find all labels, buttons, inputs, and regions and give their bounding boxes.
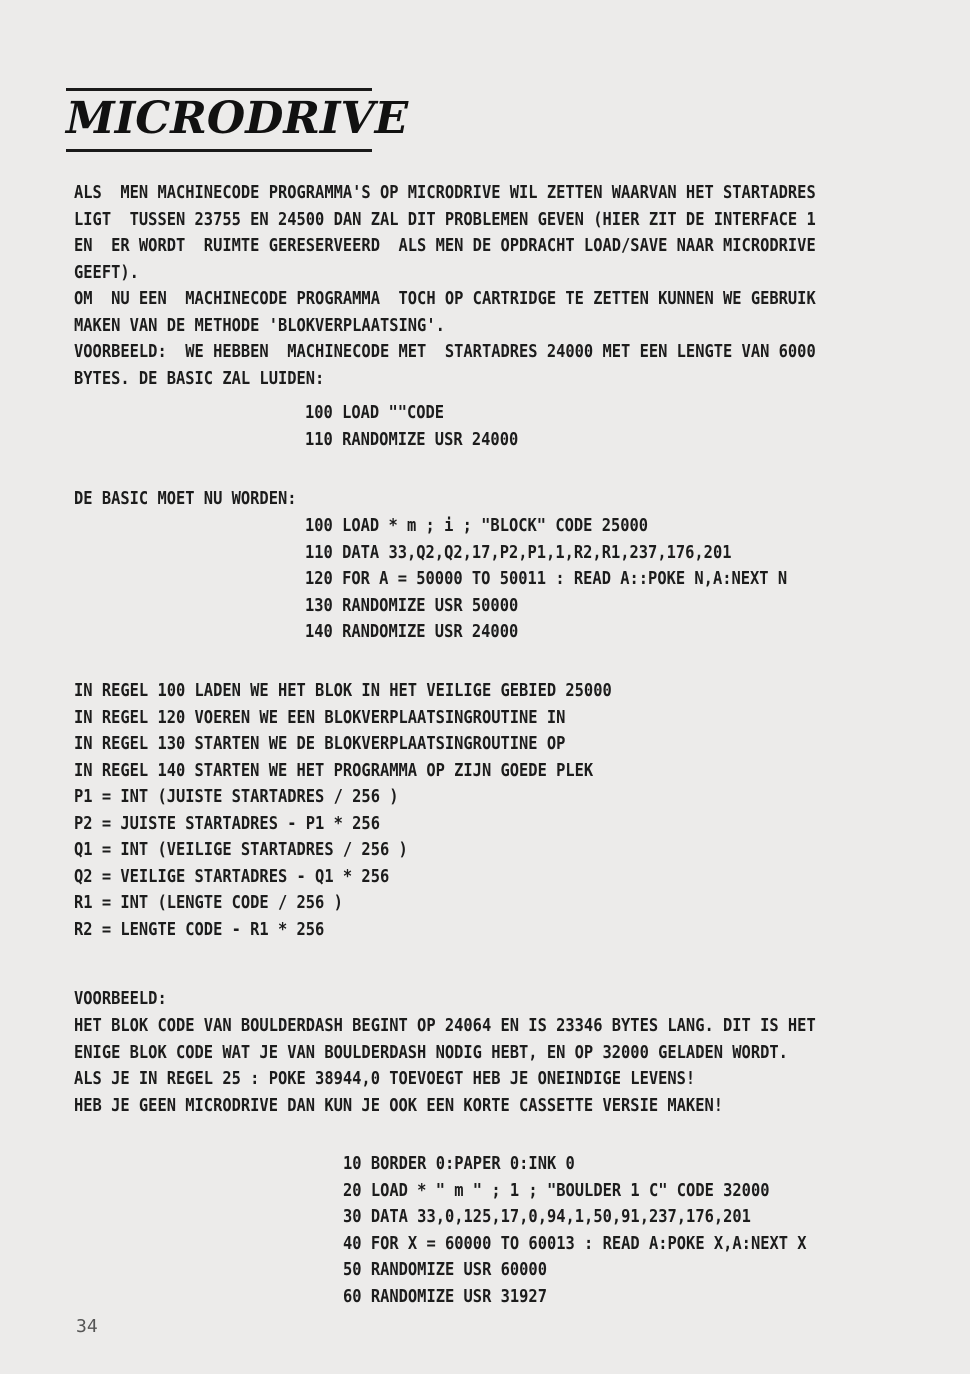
text-line: ALS JE IN REGEL 25 : POKE 38944,0 TOEVOEGT HEB JE ONEINDIGE LEVENS! [74,1069,696,1089]
text-line: IN REGEL 100 LADEN WE HET BLOK IN HET VEILIGE GEBIED 25000 [74,681,612,701]
code-line: 50 RANDOMIZE USR 60000 [343,1260,547,1280]
text-line: ALS MEN MACHINECODE PROGRAMMA'S OP MICRODRIVE WIL ZETTEN WAARVAN HET STARTADRES [74,183,816,203]
example-heading [74,986,179,1013]
code-line: 30 DATA 33,0,125,17,0,94,1,50,91,237,176,201 [343,1207,751,1227]
code-line: 40 FOR X = 60000 TO 60013 : READ A:POKE X,A:NEXT X [343,1233,807,1254]
formula-line: P1 = INT (JUISTE STARTADRES / 256 ) [74,787,399,807]
code-line: 20 LOAD * " m " ; 1 ; "BOULDER 1 C" CODE 32000 [343,1180,770,1201]
text-line: ENIGE BLOK CODE WAT JE VAN BOULDERDASH NODIG HEBT, EN OP 32000 GELADEN WORDT. [74,1042,788,1063]
section-header [66,88,409,152]
code-listing-relocated [305,513,853,646]
text-line: GEEFT). [74,262,139,283]
code-line: 100 LOAD * m ; i ; "BLOCK" CODE 25000 [305,516,649,536]
code-line: 110 RANDOMIZE USR 24000 [305,429,519,450]
text-line: VOORBEELD: [74,989,167,1009]
example-paragraph [74,1013,917,1119]
code-line: 10 BORDER 0:PAPER 0:INK 0 [343,1154,575,1174]
code-line: 100 LOAD ""CODE [305,403,445,423]
code-listing-original [305,400,547,453]
formula-line: Q1 = INT (VEILIGE STARTADRES / 256 ) [74,840,408,860]
page-title: MICRODRIVE [66,93,409,144]
basic-heading [74,486,327,513]
text-line: VOORBEELD: WE HEBBEN MACHINECODE MET STARTADRES 24000 MET EEN LENGTE VAN 6000 [74,342,816,362]
text-line: DE BASIC MOET NU WORDEN: [74,489,297,509]
formula-line: R2 = LENGTE CODE - R1 * 256 [74,919,325,940]
code-line: 60 RANDOMIZE USR 31927 [343,1286,547,1307]
text-line: IN REGEL 130 STARTEN WE DE BLOKVERPLAATSINGROUTINE OP [74,734,566,754]
code-line: 130 RANDOMIZE USR 50000 [305,595,519,616]
text-line: LIGT TUSSEN 23755 EN 24500 DAN ZAL DIT PROBLEMEN GEVEN (HIER ZIT DE INTERFACE 1 [74,209,816,230]
title-rule-top [66,88,372,91]
formula-line: P2 = JUISTE STARTADRES - P1 * 256 [74,813,380,834]
code-listing-boulderdash [343,1151,870,1310]
text-line: BYTES. DE BASIC ZAL LUIDEN: [74,368,325,389]
intro-paragraph [74,180,954,392]
code-line: 140 RANDOMIZE USR 24000 [305,622,519,642]
text-line: EN ER WORDT RUIMTE GERESERVEERD ALS MEN DE OPDRACHT LOAD/SAVE NAAR MICRODRIVE [74,236,816,256]
text-line: HEB JE GEEN MICRODRIVE DAN KUN JE OOK EEN KORTE CASSETTE VERSIE MAKEN! [74,1095,724,1116]
text-line: IN REGEL 120 VOEREN WE EEN BLOKVERPLAATSINGROUTINE IN [74,707,566,728]
text-line: HET BLOK CODE VAN BOULDERDASH BEGINT OP 24064 EN IS 23346 BYTES LANG. DIT IS HET [74,1016,816,1036]
explanation-block [74,678,685,943]
text-line: OM NU EEN MACHINECODE PROGRAMMA TOCH OP CARTRIDGE TE ZETTEN KUNNEN WE GEBRUIK [74,289,816,309]
code-line: 120 FOR A = 50000 TO 50011 : READ A::POKE N,A:NEXT N [305,569,788,589]
title-rule-bottom [66,149,372,152]
text-line: IN REGEL 140 STARTEN WE HET PROGRAMMA OP ZIJN GOEDE PLEK [74,760,594,781]
code-line: 110 DATA 33,Q2,Q2,17,P2,P1,1,R2,R1,237,176,201 [305,542,732,563]
text-line: MAKEN VAN DE METHODE 'BLOKVERPLAATSING'. [74,315,445,336]
formula-line: Q2 = VEILIGE STARTADRES - Q1 * 256 [74,866,390,887]
page-number: 34 [76,1316,98,1337]
formula-line: R1 = INT (LENGTE CODE / 256 ) [74,893,343,913]
